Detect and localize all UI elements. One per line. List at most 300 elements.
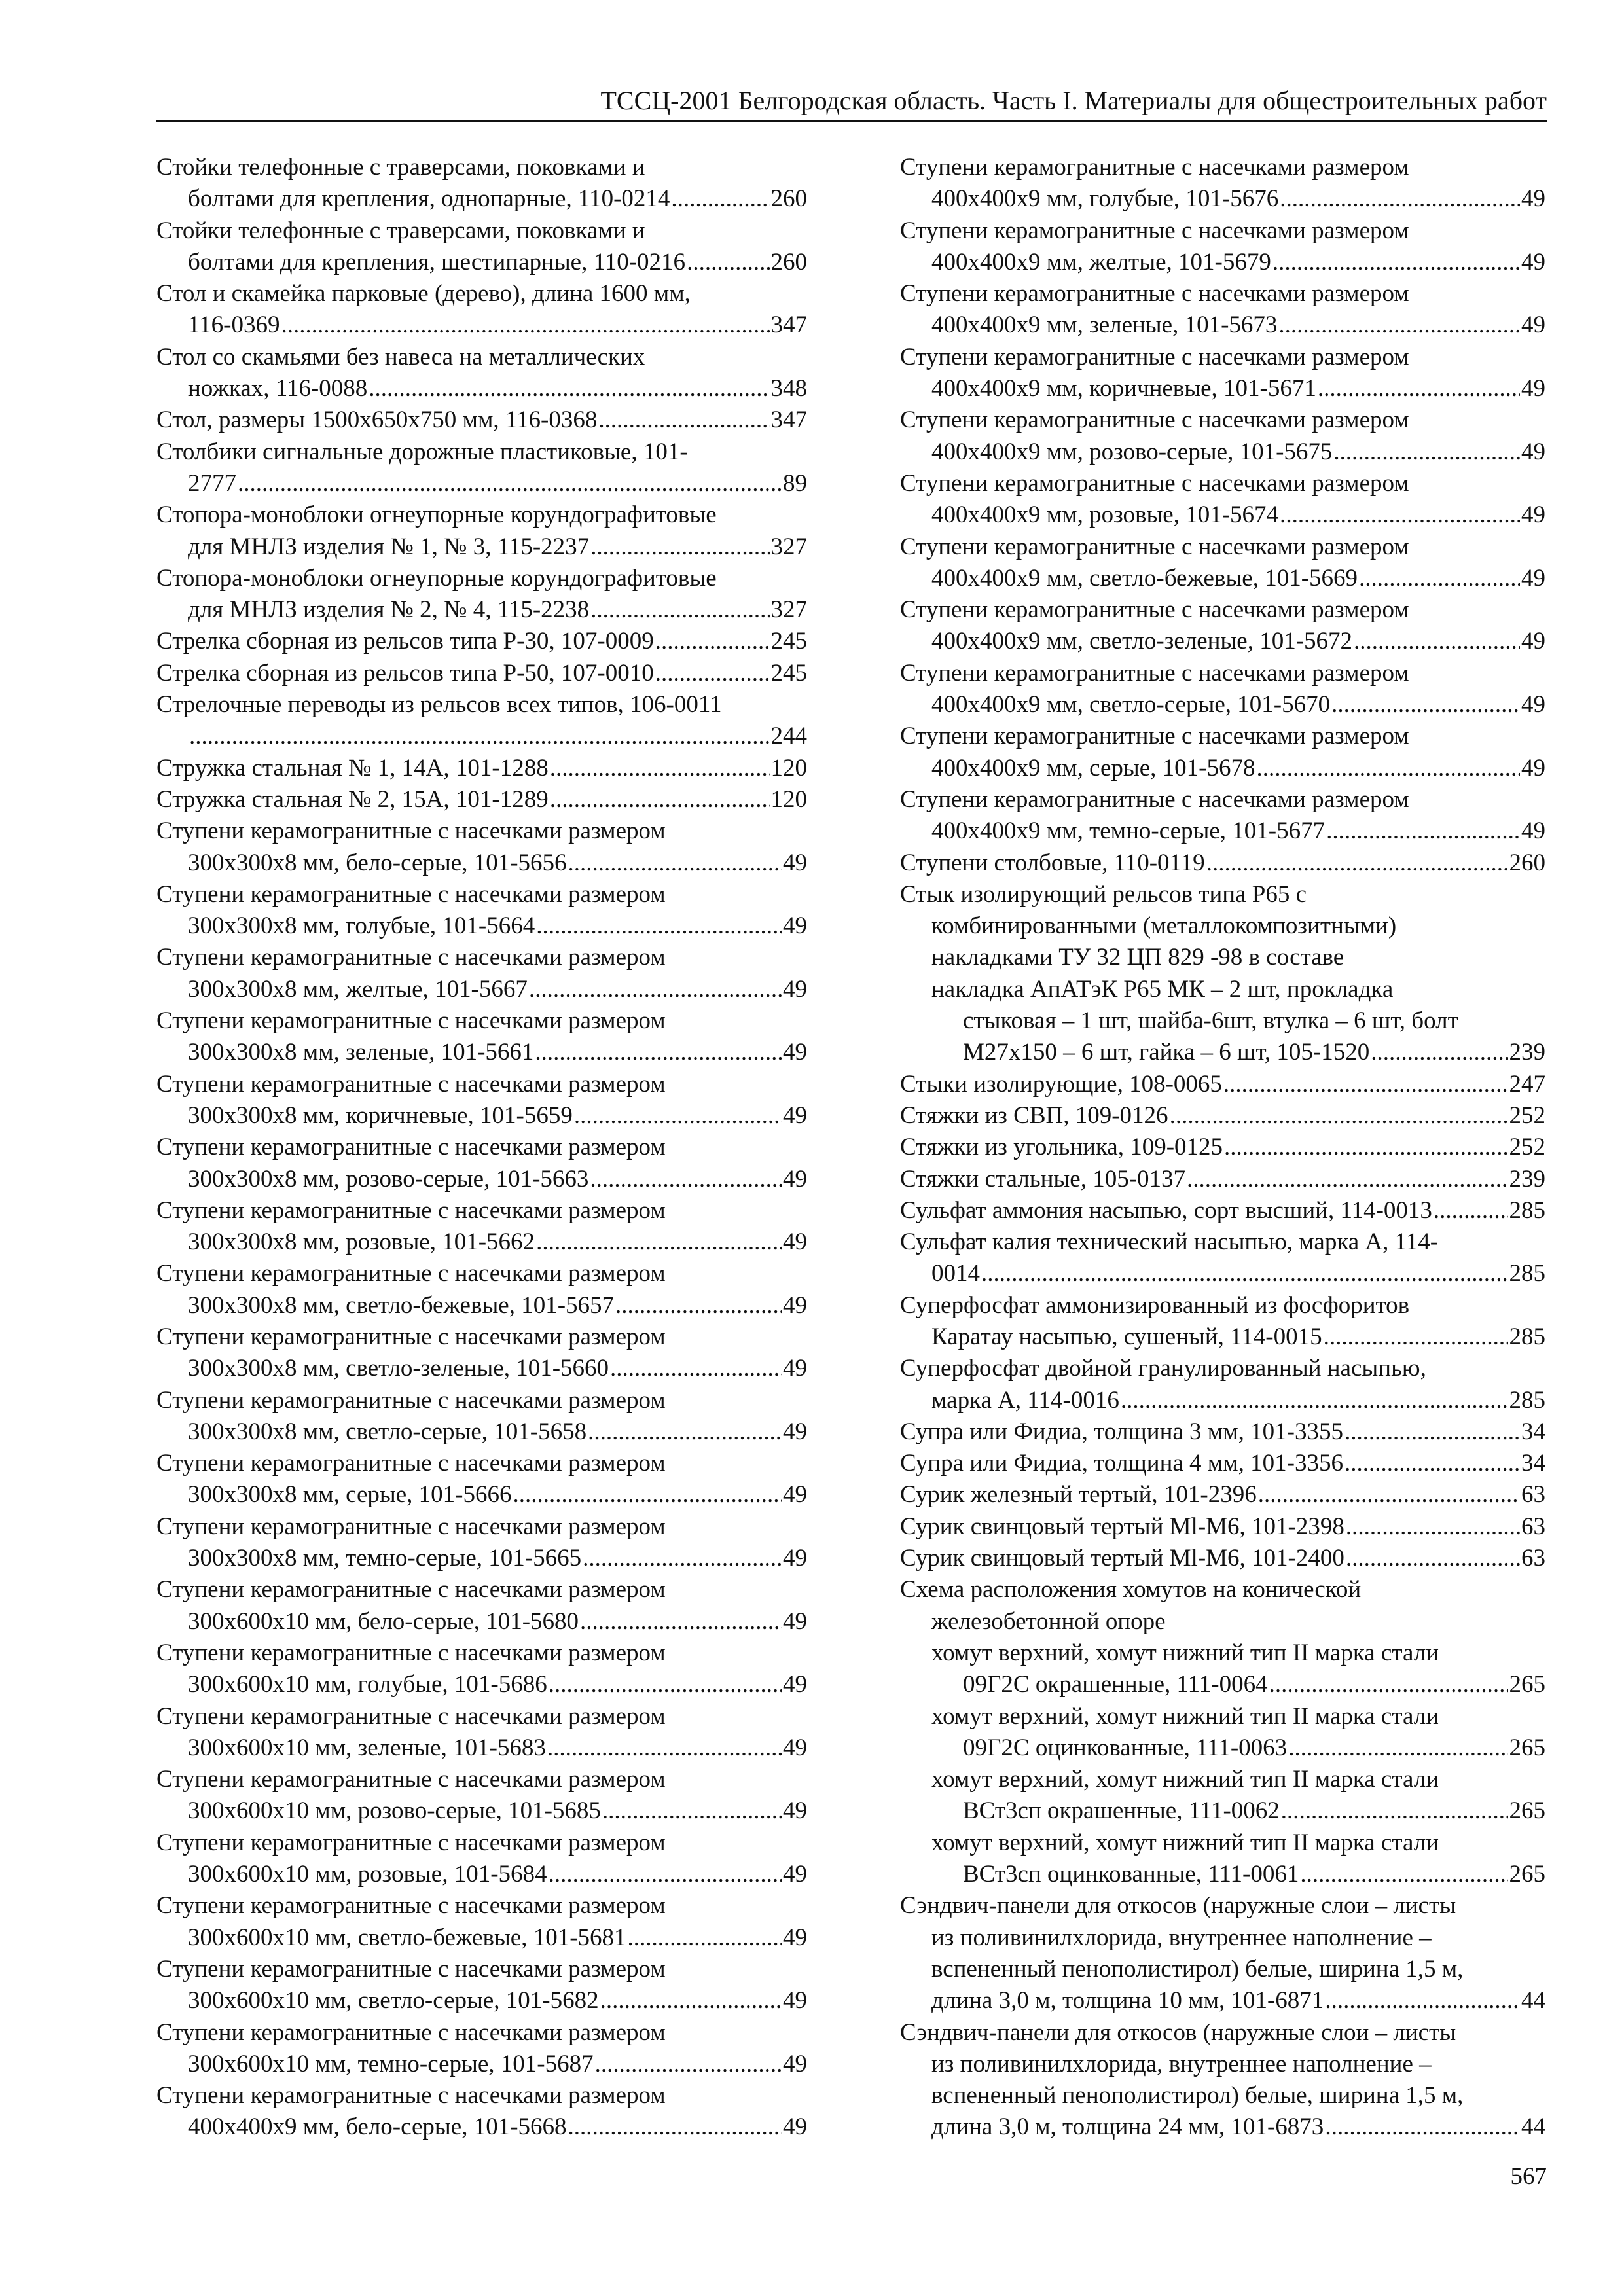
dot-leader xyxy=(536,1227,782,1258)
index-entry xyxy=(900,468,1545,531)
page-ref: 285 xyxy=(1509,1386,1545,1414)
entry-text: 400х400х9 мм, голубые, 101-5676 xyxy=(931,185,1279,213)
index-entry-line xyxy=(900,247,1545,278)
index-entry xyxy=(156,499,807,563)
entry-text: Сурик железный тертый, 101-2396 xyxy=(900,1481,1257,1509)
entry-text: 0014 xyxy=(931,1260,980,1287)
entry-text: 300х300х8 мм, розово-серые, 101-5663 xyxy=(188,1165,589,1193)
index-entry xyxy=(900,658,1545,721)
header-title: ТССЦ-2001 Белгородская область. Часть I. Материалы для общестроительных работ xyxy=(600,86,1547,115)
index-entry-line: хомут верхний, хомут нижний тип II марка стали xyxy=(931,1639,1439,1666)
dot-leader xyxy=(583,1543,782,1574)
dot-leader xyxy=(1269,1669,1508,1700)
index-entry-line: из поливинилхлорида, внутреннее наполнение – xyxy=(931,2050,1432,2077)
index-entry-line: комбинированными (металлокомпозитными) xyxy=(931,912,1397,940)
index-entry-line xyxy=(156,2111,807,2143)
index-entry-line xyxy=(156,1922,807,1954)
dot-leader xyxy=(981,1258,1508,1289)
dot-leader xyxy=(628,1922,782,1954)
index-entry-line xyxy=(900,2111,1545,2143)
dot-leader xyxy=(602,1795,782,1827)
index-entry-line: Стык изолирующий рельсов типа Р65 с xyxy=(900,880,1307,908)
index-entry-line: Ступени керамогранитные с насечками размером xyxy=(156,1702,666,1730)
index-entry-line: Ступени керамогранитные с насечками размером xyxy=(900,469,1409,497)
entry-text: 400х400х9 мм, зеленые, 101-5673 xyxy=(931,312,1278,339)
index-entry xyxy=(156,942,807,1005)
entry-text: 300х300х8 мм, бело-серые, 101-5656 xyxy=(188,849,567,876)
dot-leader xyxy=(535,1037,782,1068)
entry-text: Стяжки стальные, 105-0137 xyxy=(900,1165,1186,1193)
index-entry xyxy=(900,1069,1545,1100)
index-entry xyxy=(900,1195,1545,1227)
page-ref: 49 xyxy=(783,1734,807,1761)
index-entry xyxy=(900,1701,1545,1765)
index-entry-line xyxy=(156,848,807,879)
page-ref: 285 xyxy=(1509,1196,1545,1224)
page-ref: 44 xyxy=(1521,2113,1545,2141)
index-entry-line xyxy=(156,468,807,499)
index-entry-line xyxy=(156,404,807,436)
index-entry xyxy=(156,1764,807,1827)
page-ref: 49 xyxy=(783,975,807,1003)
page-ref: 49 xyxy=(783,1861,807,1888)
dot-leader xyxy=(1258,1479,1520,1511)
index-entry-line: Столбики сигнальные дорожные пластиковые, 101- xyxy=(156,438,688,465)
index-entry xyxy=(900,531,1545,595)
index-entry-line: Стопора-моноблоки огнеупорные корундографитовые xyxy=(156,564,717,592)
index-entry-line: Ступени керамогранитные с насечками размером xyxy=(156,1576,666,1604)
index-entry-line xyxy=(900,563,1545,594)
index-entry xyxy=(156,2080,807,2144)
index-entry-line xyxy=(156,1606,807,1638)
entry-text: марка А, 114-0016 xyxy=(931,1386,1119,1414)
index-entry-line xyxy=(900,310,1545,341)
index-entry xyxy=(156,1638,807,1701)
page-ref: 49 xyxy=(783,1987,807,2015)
page-ref: 285 xyxy=(1509,1323,1545,1350)
index-entry-line: из поливинилхлорида, внутреннее наполнение – xyxy=(931,1924,1432,1951)
page-number: 567 xyxy=(1510,2163,1547,2190)
page-ref: 34 xyxy=(1521,1450,1545,1477)
index-entry xyxy=(156,437,807,500)
index-entry-line: хомут верхний, хомут нижний тип II марка стали xyxy=(931,1766,1439,1793)
dot-leader xyxy=(1371,1037,1507,1068)
index-entry xyxy=(156,689,807,753)
page-ref: 260 xyxy=(770,248,807,276)
index-entry-line: Ступени керамогранитные с насечками размером xyxy=(156,2082,666,2109)
index-entry-line xyxy=(900,1258,1545,1289)
entry-text: 400х400х9 мм, желтые, 101-5679 xyxy=(931,248,1271,276)
page-ref: 120 xyxy=(770,785,807,813)
index-entry-line: Ступени керамогранитные с насечками размером xyxy=(156,1070,666,1098)
page-ref: 49 xyxy=(783,1671,807,1698)
page-ref: 63 xyxy=(1521,1545,1545,1572)
index-entry xyxy=(156,1448,807,1511)
index-entry-line xyxy=(156,2049,807,2080)
page-ref: 49 xyxy=(1521,691,1545,719)
index-entry xyxy=(900,278,1545,342)
index-entry xyxy=(900,1100,1545,1132)
index-entry-line xyxy=(156,1227,807,1258)
page-ref: 49 xyxy=(783,849,807,876)
index-entry xyxy=(900,1543,1545,1574)
entry-text: Ступени столбовые, 110-0119 xyxy=(900,849,1205,876)
entry-text: 300х300х8 мм, темно-серые, 101-5665 xyxy=(188,1545,582,1572)
index-entry-line: Ступени керамогранитные с насечками размером xyxy=(156,817,666,845)
page-ref: 347 xyxy=(770,406,807,434)
index-entry xyxy=(900,152,1545,215)
entry-text: 300х600х10 мм, голубые, 101-5686 xyxy=(188,1671,547,1698)
page-ref: 63 xyxy=(1521,1481,1545,1509)
index-entry-line xyxy=(900,816,1545,847)
page-ref: 49 xyxy=(783,1418,807,1445)
index-entry xyxy=(156,278,807,342)
entry-text: 300х300х8 мм, желтые, 101-5667 xyxy=(188,975,528,1003)
page-ref: 49 xyxy=(783,1924,807,1951)
index-entry xyxy=(156,1574,807,1638)
index-entry-line xyxy=(156,594,807,626)
index-entry xyxy=(900,1574,1545,1638)
index-entry xyxy=(156,1195,807,1259)
dot-leader xyxy=(568,848,782,879)
entry-text: 400х400х9 мм, бело-серые, 101-5668 xyxy=(188,2113,567,2141)
dot-leader xyxy=(1288,1732,1507,1764)
index-entry-line: Ступени керамогранитные с насечками размером xyxy=(156,1323,666,1350)
index-entry-line: стыковая – 1 шт, шайба-6шт, втулка – 6 шт, болт xyxy=(963,1007,1458,1035)
dot-leader xyxy=(600,1985,782,2017)
index-entry xyxy=(156,2017,807,2081)
page-ref: 120 xyxy=(770,754,807,781)
index-entry xyxy=(900,404,1545,468)
index-entry-line xyxy=(900,1321,1545,1353)
dot-leader xyxy=(549,1859,782,1890)
index-entry-line: Ступени керамогранитные с насечками размером xyxy=(156,1260,666,1287)
entry-text: 400х400х9 мм, розово-серые, 101-5675 xyxy=(931,438,1333,465)
index-entry xyxy=(900,1132,1545,1163)
page-ref: 265 xyxy=(1509,1671,1545,1698)
index-entry xyxy=(156,753,807,784)
index-entry xyxy=(900,1448,1545,1479)
index-entry-line: Стойки телефонные с траверсами, поковками и xyxy=(156,217,645,244)
index-entry xyxy=(900,1227,1545,1290)
page-ref: 49 xyxy=(1521,438,1545,465)
dot-leader xyxy=(1272,247,1520,278)
page-ref: 239 xyxy=(1509,1039,1545,1066)
page-ref: 285 xyxy=(1509,1260,1545,1287)
index-entry-line xyxy=(156,373,807,404)
dot-leader xyxy=(536,910,782,942)
page-ref: 49 xyxy=(783,1607,807,1635)
index-entry-line xyxy=(900,1511,1545,1543)
entry-text: 400х400х9 мм, светло-зеленые, 101-5672 xyxy=(931,628,1353,655)
index-entry xyxy=(156,1005,807,1069)
dot-leader xyxy=(238,468,782,499)
page-ref: 49 xyxy=(1521,248,1545,276)
index-entry-line: Ступени керамогранитные с насечками размером xyxy=(900,596,1409,624)
index-entry-line xyxy=(900,1479,1545,1511)
index-entry-line xyxy=(900,1985,1545,2017)
entry-text: Стяжки из угольника, 109-0125 xyxy=(900,1134,1223,1161)
entry-text: для МНЛЗ изделия № 1, № 3, 115-2237 xyxy=(188,533,590,560)
index-entry-line: Ступени керамогранитные с насечками размером xyxy=(156,1196,666,1224)
index-entry xyxy=(156,1385,807,1448)
index-entry xyxy=(156,658,807,689)
index-entry-line xyxy=(156,1100,807,1132)
page-ref: 327 xyxy=(770,533,807,560)
dot-leader xyxy=(1224,1132,1507,1163)
dot-leader xyxy=(1325,1985,1520,2017)
index-entry-line: Ступени керамогранитные с насечками размером xyxy=(900,785,1409,813)
index-entry-line xyxy=(900,1385,1545,1416)
index-entry-line: Сульфат калия технический насыпью, марка А, 114- xyxy=(900,1229,1439,1256)
index-entry-line: накладками ТУ 32 ЦП 829 -98 в составе xyxy=(931,944,1344,971)
index-entry xyxy=(900,215,1545,279)
index-entry-line: Ступени керамогранитные с насечками размером xyxy=(900,533,1409,560)
index-entry xyxy=(156,215,807,279)
index-entry-line: Ступени керамогранитные с насечками размером xyxy=(900,723,1409,750)
entry-text: 400х400х9 мм, темно-серые, 101-5677 xyxy=(931,817,1326,845)
entry-text: 300х300х8 мм, коричневые, 101-5659 xyxy=(188,1102,573,1129)
index-entry-line: Стопора-моноблоки огнеупорные корундографитовые xyxy=(156,501,717,529)
dot-leader xyxy=(547,1732,782,1764)
entry-text: 400х400х9 мм, серые, 101-5678 xyxy=(931,754,1255,781)
dot-leader xyxy=(1359,563,1520,594)
dot-leader xyxy=(655,658,770,689)
entry-text: Супра или Фидиа, толщина 4 мм, 101-3356 xyxy=(900,1450,1343,1477)
index-entry-line xyxy=(156,531,807,563)
index-entry-line xyxy=(156,310,807,341)
entry-text: Стружка стальная № 2, 15А, 101-1289 xyxy=(156,785,549,813)
entry-text: 300х600х10 мм, светло-серые, 101-5682 xyxy=(188,1987,599,2015)
entry-text: болтами для крепления, шестипарные, 110-0216 xyxy=(188,248,686,276)
entry-text: 09Г2С окрашенные, 111-0064 xyxy=(963,1671,1268,1698)
index-entry xyxy=(156,784,807,816)
index-entry xyxy=(156,1069,807,1132)
index-entry-line: Ступени керамогранитные с насечками размером xyxy=(156,1134,666,1161)
dot-leader xyxy=(1187,1164,1507,1195)
index-entry xyxy=(156,563,807,626)
dot-leader xyxy=(1223,1069,1508,1100)
index-entry xyxy=(900,2017,1545,2144)
index-entry-line: Ступени керамогранитные с насечками размером xyxy=(156,880,666,908)
index-entry xyxy=(156,1132,807,1195)
dot-leader xyxy=(588,1416,782,1448)
index-entry xyxy=(900,879,1545,1069)
index-entry xyxy=(156,1701,807,1765)
dot-leader xyxy=(1354,626,1520,657)
index-entry-line xyxy=(900,626,1545,657)
index-entry xyxy=(156,626,807,657)
index-entry-line xyxy=(900,1416,1545,1448)
index-entry-line xyxy=(900,1100,1545,1132)
entry-text: Стрелка сборная из рельсов типа Р-30, 107-0009 xyxy=(156,628,654,655)
page-ref: 49 xyxy=(783,2050,807,2077)
entry-text: 300х600х10 мм, светло-бежевые, 101-5681 xyxy=(188,1924,626,1951)
page-ref: 49 xyxy=(1521,564,1545,592)
page-ref: 49 xyxy=(1521,375,1545,403)
index-entry xyxy=(900,1164,1545,1195)
page-ref: 252 xyxy=(1509,1102,1545,1129)
index-entry-line: Ступени керамогранитные с насечками размером xyxy=(156,1007,666,1035)
entry-text: Стяжки из СВП, 109-0126 xyxy=(900,1102,1168,1129)
page-ref: 347 xyxy=(770,312,807,339)
index-entry xyxy=(900,1764,1545,1827)
index-entry-line xyxy=(900,848,1545,879)
entry-text: 300х300х8 мм, светло-зеленые, 101-5660 xyxy=(188,1355,609,1382)
index-entry-line xyxy=(900,1069,1545,1100)
index-entry xyxy=(900,1827,1545,1891)
page-ref: 89 xyxy=(783,469,807,497)
index-entry-line: Сэндвич-панели для откосов (наружные слои – листы xyxy=(900,2018,1456,2046)
index-entry-line: Ступени керамогранитные с насечками размером xyxy=(156,1955,666,1982)
dot-leader xyxy=(1280,183,1520,215)
index-entry xyxy=(900,1416,1545,1448)
dot-leader xyxy=(1281,1795,1508,1827)
index-entry-line: Стрелочные переводы из рельсов всех типов, 106-0011 xyxy=(156,691,722,719)
index-entry xyxy=(156,1890,807,1954)
entry-text: болтами для крепления, однопарные, 110-0214 xyxy=(188,185,670,213)
page-ref: 49 xyxy=(1521,817,1545,845)
entry-text: 400х400х9 мм, коричневые, 101-5671 xyxy=(931,375,1316,403)
dot-leader xyxy=(1331,689,1520,721)
index-entry-line: Ступени керамогранитные с насечками размером xyxy=(156,1386,666,1414)
page-ref: 49 xyxy=(783,2113,807,2141)
index-entry-line xyxy=(900,1669,1545,1700)
entry-text: Каратау насыпью, сушеный, 114-0015 xyxy=(931,1323,1322,1350)
dot-leader xyxy=(1278,310,1520,341)
index-entry-line: Стойки телефонные с траверсами, поковками и xyxy=(156,154,645,181)
entry-text: 400х400х9 мм, розовые, 101-5674 xyxy=(931,501,1279,529)
index-entry xyxy=(900,721,1545,784)
entry-text: 300х600х10 мм, розовые, 101-5684 xyxy=(188,1861,547,1888)
dot-leader xyxy=(281,310,769,341)
dot-leader xyxy=(615,1290,782,1321)
page-ref: 49 xyxy=(783,1039,807,1066)
page-ref: 260 xyxy=(770,185,807,213)
index-entry-line xyxy=(156,1164,807,1195)
index-entry-line xyxy=(900,1132,1545,1163)
page-ref: 244 xyxy=(770,723,807,750)
dot-leader xyxy=(1325,2111,1520,2143)
entry-text: Стыки изолирующие, 108-0065 xyxy=(900,1070,1222,1098)
dot-leader xyxy=(590,1164,782,1195)
index-entry-line: Ступени керамогранитные с насечками размером xyxy=(156,1892,666,1920)
entry-text: Стрелка сборная из рельсов типа Р-50, 107-0010 xyxy=(156,659,654,687)
entry-text: Сурик свинцовый тертый Ml-M6, 101-2398 xyxy=(900,1513,1344,1540)
dot-leader xyxy=(1280,499,1520,531)
index-entry-line xyxy=(156,1985,807,2017)
index-entry-line: Ступени керамогранитные с насечками размером xyxy=(156,2018,666,2046)
index-entry-line xyxy=(900,1859,1545,1890)
index-entry-line: железобетонной опоре xyxy=(931,1607,1166,1635)
index-entry xyxy=(900,1511,1545,1543)
index-entry-line xyxy=(156,1543,807,1574)
page-ref: 49 xyxy=(1521,185,1545,213)
page-ref: 49 xyxy=(783,1355,807,1382)
index-entry-line: Ступени керамогранитные с насечками размером xyxy=(156,1450,666,1477)
index-entry-line: Ступени керамогранитные с насечками размером xyxy=(900,280,1409,308)
index-entry-line: Схема расположения хомутов на конической xyxy=(900,1576,1362,1604)
index-entry-line xyxy=(156,1795,807,1827)
index-column-left xyxy=(156,152,807,2144)
index-entry-line xyxy=(156,658,807,689)
dot-leader xyxy=(598,404,769,436)
page-ref: 245 xyxy=(770,628,807,655)
page-ref: 247 xyxy=(1509,1070,1545,1098)
index-entry-line xyxy=(156,1732,807,1764)
entry-text: М27х150 – 6 шт, гайка – 6 шт, 105-1520 xyxy=(963,1039,1370,1066)
index-entry-line: Ступени керамогранитные с насечками размером xyxy=(156,1639,666,1666)
index-entry-line: Стол со скамьями без навеса на металлических xyxy=(156,343,645,370)
index-entry-line xyxy=(156,1859,807,1890)
entry-text: 300х300х8 мм, голубые, 101-5664 xyxy=(188,912,535,940)
dot-leader xyxy=(1346,1543,1520,1574)
entry-text: 400х400х9 мм, светло-серые, 101-5670 xyxy=(931,691,1331,719)
page-ref: 49 xyxy=(783,1229,807,1256)
index-entry-line xyxy=(156,784,807,816)
dot-leader xyxy=(687,247,769,278)
page-ref: 239 xyxy=(1509,1165,1545,1193)
index-entry xyxy=(156,816,807,879)
index-entry-line xyxy=(900,373,1545,404)
dot-leader xyxy=(1344,1448,1520,1479)
index-entry-line xyxy=(156,1416,807,1448)
dot-leader xyxy=(549,1669,782,1700)
index-entry xyxy=(156,1954,807,2017)
entry-text: Сульфат аммония насыпью, сорт высший, 114-0013 xyxy=(900,1196,1432,1224)
index-entry xyxy=(900,1479,1545,1511)
page-ref: 265 xyxy=(1509,1734,1545,1761)
dot-leader xyxy=(595,2049,782,2080)
page-ref: 49 xyxy=(1521,312,1545,339)
page-ref: 49 xyxy=(783,1102,807,1129)
entry-text: 300х300х8 мм, светло-бежевые, 101-5657 xyxy=(188,1291,615,1319)
entry-text: 300х600х10 мм, бело-серые, 101-5680 xyxy=(188,1607,579,1635)
dot-leader xyxy=(1256,753,1520,784)
page-ref: 49 xyxy=(1521,628,1545,655)
index-entry-line xyxy=(156,721,807,752)
dot-leader xyxy=(369,373,769,404)
index-entry xyxy=(900,848,1545,879)
index-entry xyxy=(156,342,807,405)
dot-leader xyxy=(1318,373,1520,404)
page-ref: 49 xyxy=(783,1481,807,1509)
entry-text: 09Г2С оцинкованные, 111-0063 xyxy=(963,1734,1288,1761)
index-entry xyxy=(156,1321,807,1385)
index-entry-line xyxy=(900,499,1545,531)
index-entry-line xyxy=(900,183,1545,215)
index-entry-line xyxy=(900,1795,1545,1827)
index-entry xyxy=(900,1638,1545,1701)
dot-leader xyxy=(550,784,770,816)
dot-leader xyxy=(1434,1195,1508,1227)
index-entry-line: Ступени керамогранитные с насечками размером xyxy=(900,217,1409,244)
page-ref: 327 xyxy=(770,596,807,624)
page-ref: 34 xyxy=(1521,1418,1545,1445)
running-header xyxy=(156,82,1547,122)
entry-text: 116-0369 xyxy=(188,312,280,339)
entry-text: Стол, размеры 1500х650х750 мм, 116-0368 xyxy=(156,406,598,434)
index-entry-line xyxy=(900,689,1545,721)
dot-leader xyxy=(550,753,770,784)
page-ref: 44 xyxy=(1521,1987,1545,2015)
index-entry xyxy=(900,1290,1545,1354)
entry-text: 300х600х10 мм, зеленые, 101-5683 xyxy=(188,1734,546,1761)
index-entry xyxy=(156,1827,807,1891)
page-ref: 49 xyxy=(783,1545,807,1572)
index-entry-line: Суперфосфат аммонизированный из фосфоритов xyxy=(900,1291,1410,1319)
index-entry-line xyxy=(156,753,807,784)
